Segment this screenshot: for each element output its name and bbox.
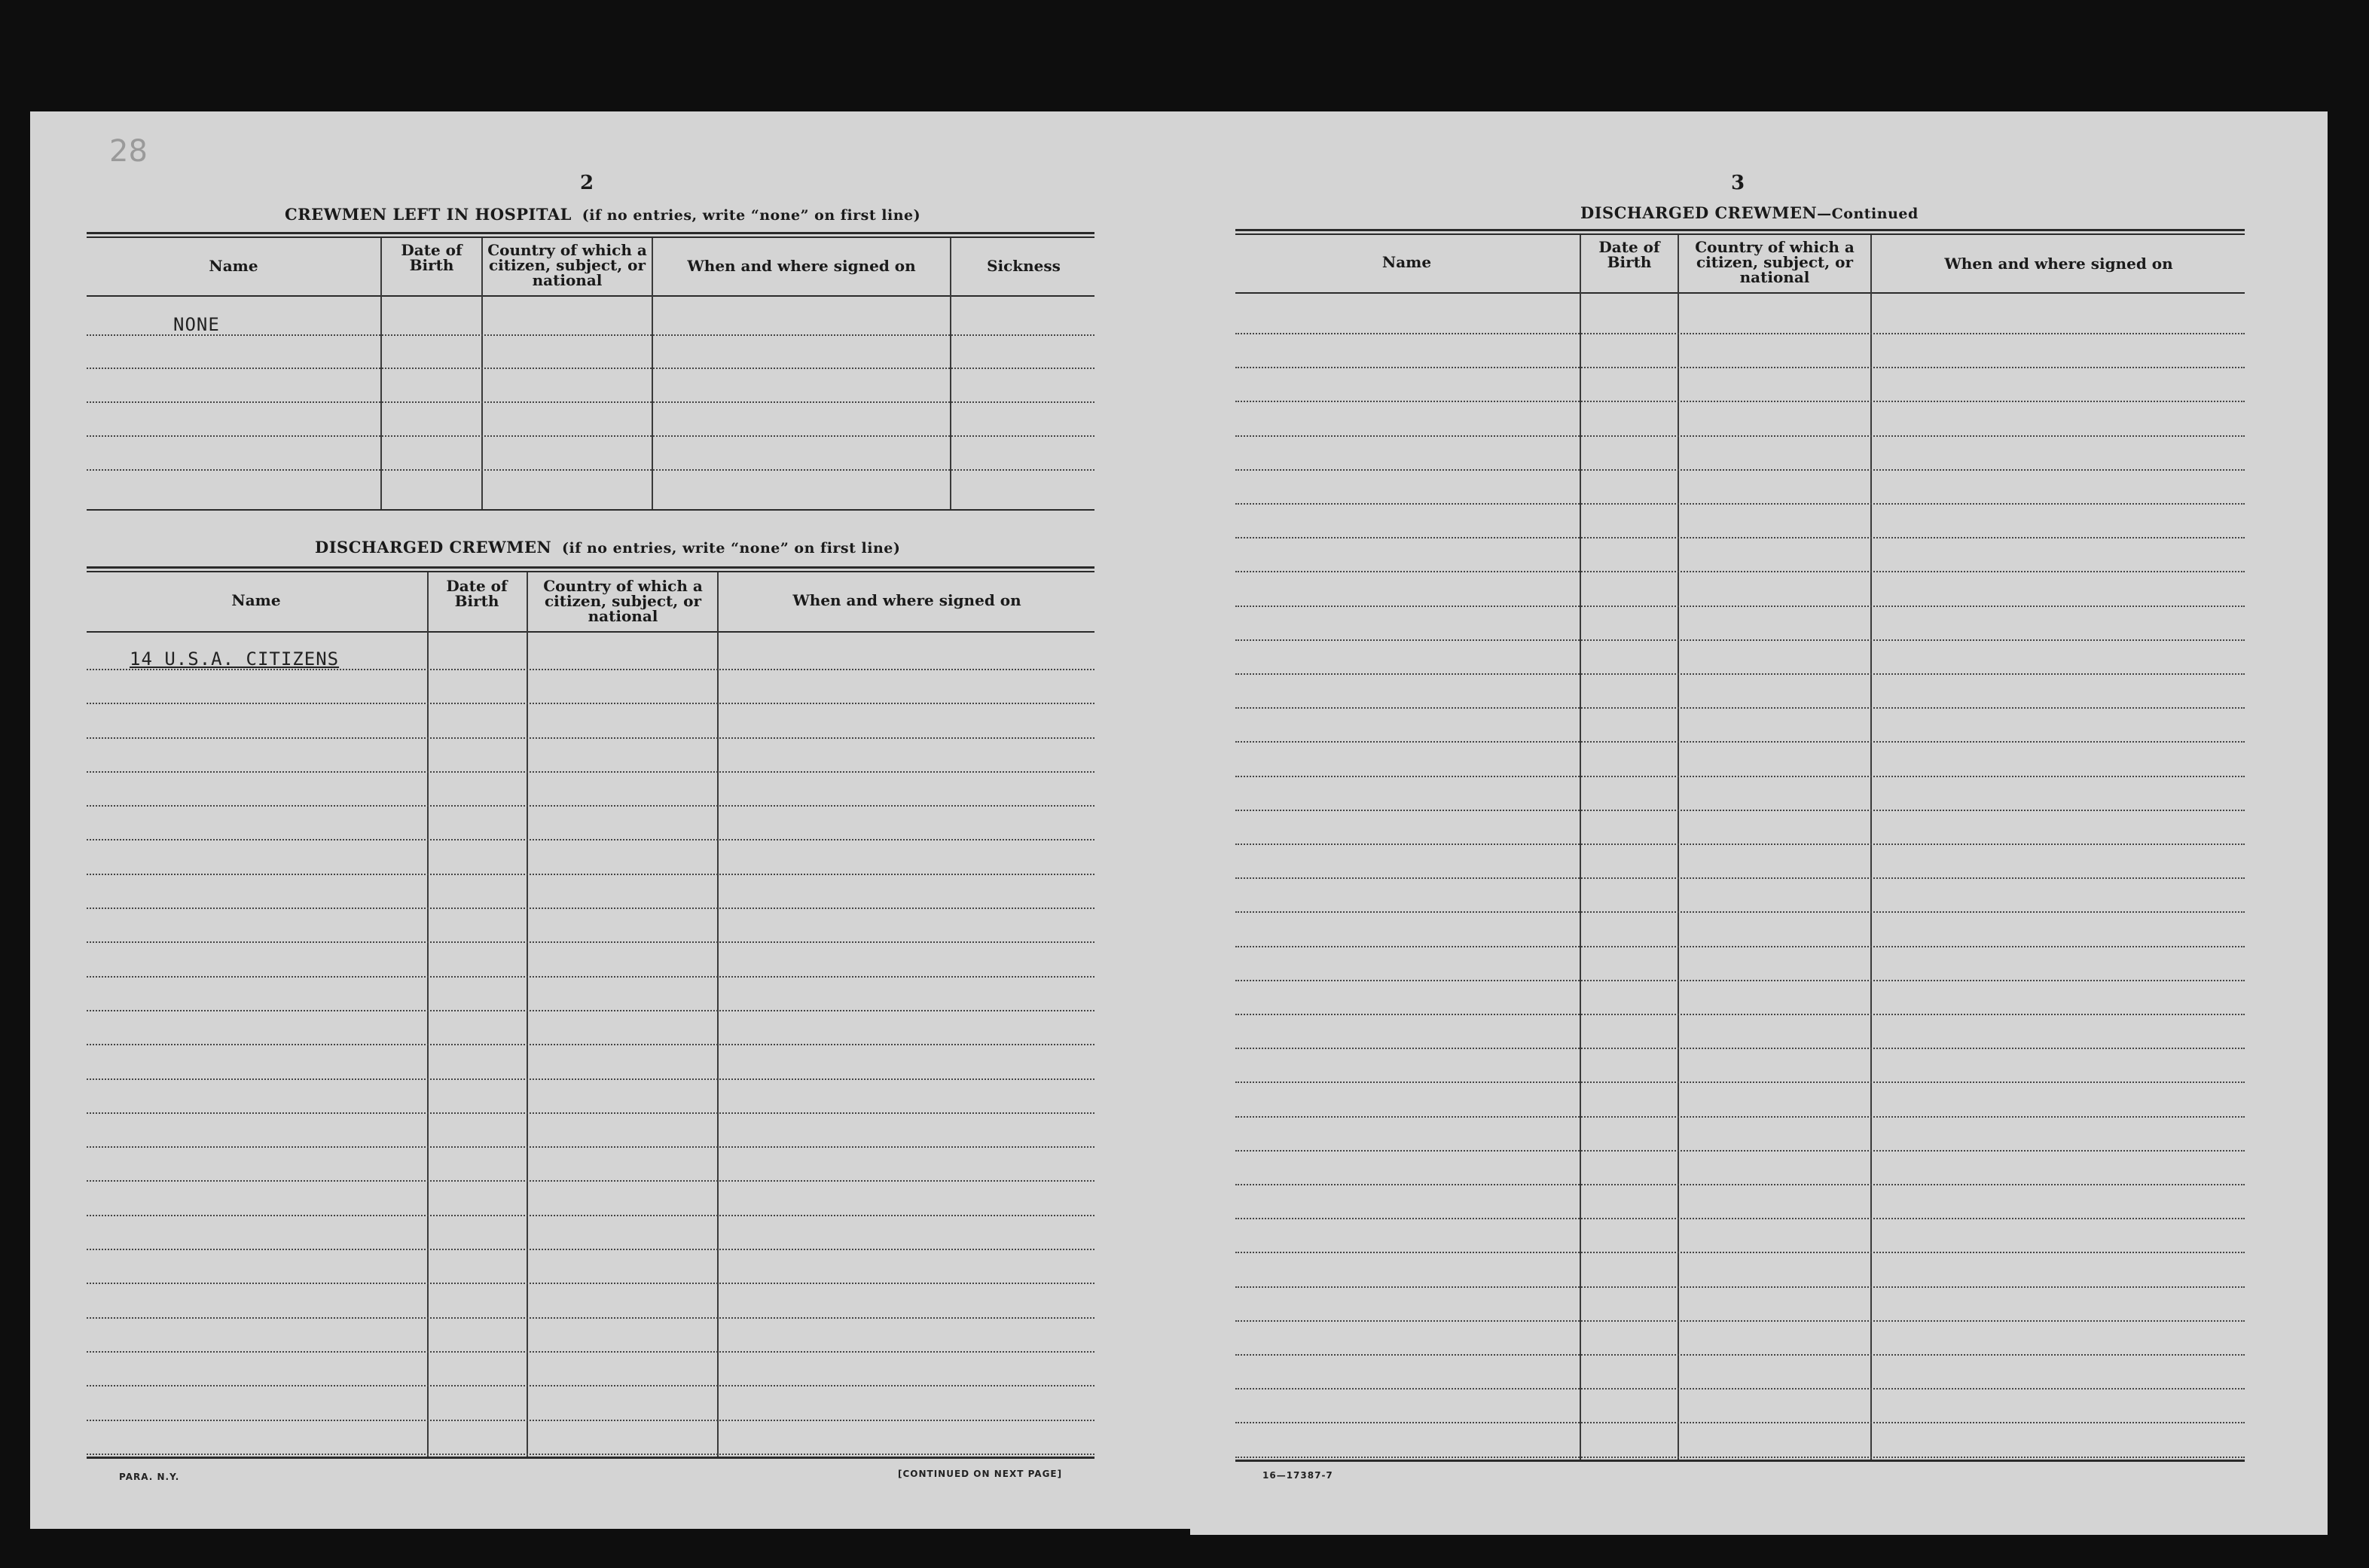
discharged-entry: 14 U.S.A. CITIZENS <box>130 648 340 670</box>
row-line <box>1235 1218 2245 1219</box>
row-line <box>1235 707 2245 709</box>
row-line <box>1235 1014 2245 1015</box>
hospital-col-country: Country of which a citizen, subject, or national <box>487 241 647 289</box>
row-line <box>87 1317 1094 1319</box>
row-line <box>87 1283 1094 1284</box>
row-line <box>1235 843 2245 845</box>
discharged-section-header <box>315 538 900 557</box>
row-line <box>87 1454 1094 1455</box>
right-col-signed-on: When and where signed on <box>1944 255 2173 273</box>
right-bottom-rule <box>1235 1460 2245 1462</box>
footer-printer: PARA. N.Y. <box>119 1472 180 1482</box>
right-top-rule <box>1235 229 2245 231</box>
discharged-section-title: DISCHARGED CREWMEN <box>315 538 552 557</box>
row-line <box>87 771 1094 773</box>
discharged-divider <box>427 572 429 1457</box>
row-line <box>1235 469 2245 471</box>
footer-continued: [CONTINUED ON NEXT PAGE] <box>898 1469 1063 1479</box>
right-col-dob: Date of Birth <box>1598 238 1660 271</box>
hospital-bottom-rule <box>87 509 1094 511</box>
row-line <box>87 669 1094 670</box>
discharged-top-rule <box>87 566 1094 569</box>
right-col-country: Country of which a citizen, subject, or national <box>1695 238 1855 286</box>
row-line <box>87 737 1094 739</box>
row-line <box>87 1180 1094 1182</box>
right-top-rule-2 <box>1235 233 2245 235</box>
hospital-row-line <box>87 368 1094 369</box>
discharged-col-signed-on: When and where signed on <box>792 591 1021 609</box>
hospital-col-dob: Date of Birth <box>401 241 463 274</box>
discharged-bottom-rule <box>87 1457 1094 1459</box>
row-line <box>87 1420 1094 1421</box>
discharged-col-name: Name <box>231 591 281 609</box>
row-line <box>1235 435 2245 437</box>
row-line <box>1235 673 2245 675</box>
hospital-section-note: (if no entries, write “none” on first line) <box>582 207 921 224</box>
row-line <box>1235 1252 2245 1253</box>
discharged-divider <box>527 572 528 1457</box>
row-line <box>1235 946 2245 947</box>
row-line <box>1235 980 2245 981</box>
discharged-section-note: (if no entries, write “none” on first line) <box>561 540 901 557</box>
row-line <box>1235 1354 2245 1356</box>
hospital-section-header <box>285 205 920 224</box>
hospital-section-title: CREWMEN LEFT IN HOSPITAL <box>285 205 572 224</box>
right-header-bottom-rule <box>1235 292 2245 294</box>
row-line <box>1235 911 2245 913</box>
row-line <box>87 976 1094 978</box>
right-section-header <box>1580 203 1919 222</box>
row-line <box>1235 606 2245 607</box>
discharged-divider <box>717 572 719 1457</box>
row-line <box>1235 1081 2245 1083</box>
hospital-top-rule-2 <box>87 236 1094 238</box>
row-line <box>87 1044 1094 1045</box>
right-divider <box>1580 235 1581 1461</box>
right-col-name: Name <box>1381 253 1432 271</box>
right-divider <box>1678 235 1679 1461</box>
hospital-row-line <box>87 334 1094 336</box>
row-line <box>1235 1422 2245 1423</box>
row-line <box>1235 1320 2245 1322</box>
row-line <box>1235 503 2245 505</box>
row-line <box>1235 401 2245 402</box>
row-line <box>87 1146 1094 1148</box>
row-line <box>1235 741 2245 743</box>
hospital-header-bottom-rule <box>87 295 1094 297</box>
right-section-title-suffix: —Continued <box>1817 206 1919 222</box>
row-line <box>1235 1286 2245 1288</box>
right-divider <box>1870 235 1872 1461</box>
row-line <box>1235 1184 2245 1185</box>
row-line <box>87 1249 1094 1250</box>
row-line <box>1235 367 2245 368</box>
page-number-2: 2 <box>580 172 594 194</box>
hospital-row-line <box>87 435 1094 437</box>
row-line <box>87 703 1094 704</box>
row-line <box>87 874 1094 875</box>
row-line <box>1235 1048 2245 1049</box>
corner-mark: 28 <box>109 134 148 169</box>
row-line <box>1235 571 2245 572</box>
row-line <box>87 1010 1094 1011</box>
hospital-top-rule <box>87 232 1094 234</box>
row-line <box>1235 639 2245 641</box>
footer-form-number: 16—17387-7 <box>1262 1470 1333 1481</box>
row-line <box>1235 810 2245 811</box>
row-line <box>87 941 1094 943</box>
row-line <box>87 839 1094 840</box>
row-line <box>87 1351 1094 1353</box>
hospital-col-signed-on: When and where signed on <box>687 257 916 275</box>
row-line <box>87 1078 1094 1080</box>
discharged-top-rule-2 <box>87 571 1094 572</box>
hospital-col-sickness: Sickness <box>987 257 1061 275</box>
discharged-col-country: Country of which a citizen, subject, or national <box>543 577 703 625</box>
row-line <box>87 1385 1094 1386</box>
row-line <box>1235 877 2245 879</box>
row-line <box>87 1215 1094 1216</box>
right-section-title: DISCHARGED CREWMEN <box>1580 203 1818 222</box>
row-line <box>87 1112 1094 1114</box>
row-line <box>1235 1150 2245 1152</box>
row-line <box>87 908 1094 909</box>
row-line <box>1235 776 2245 777</box>
row-line <box>1235 1457 2245 1458</box>
row-line <box>1235 1116 2245 1118</box>
row-line <box>1235 1388 2245 1390</box>
discharged-col-dob: Date of Birth <box>446 577 508 610</box>
page-number-3: 3 <box>1731 172 1745 194</box>
row-line <box>87 805 1094 807</box>
hospital-entry-none: NONE <box>173 314 220 335</box>
discharged-header-bottom-rule <box>87 631 1094 633</box>
row-line <box>1235 333 2245 334</box>
hospital-col-name: Name <box>209 257 258 275</box>
hospital-row-line <box>87 469 1094 471</box>
hospital-row-line <box>87 401 1094 403</box>
row-line <box>1235 537 2245 538</box>
